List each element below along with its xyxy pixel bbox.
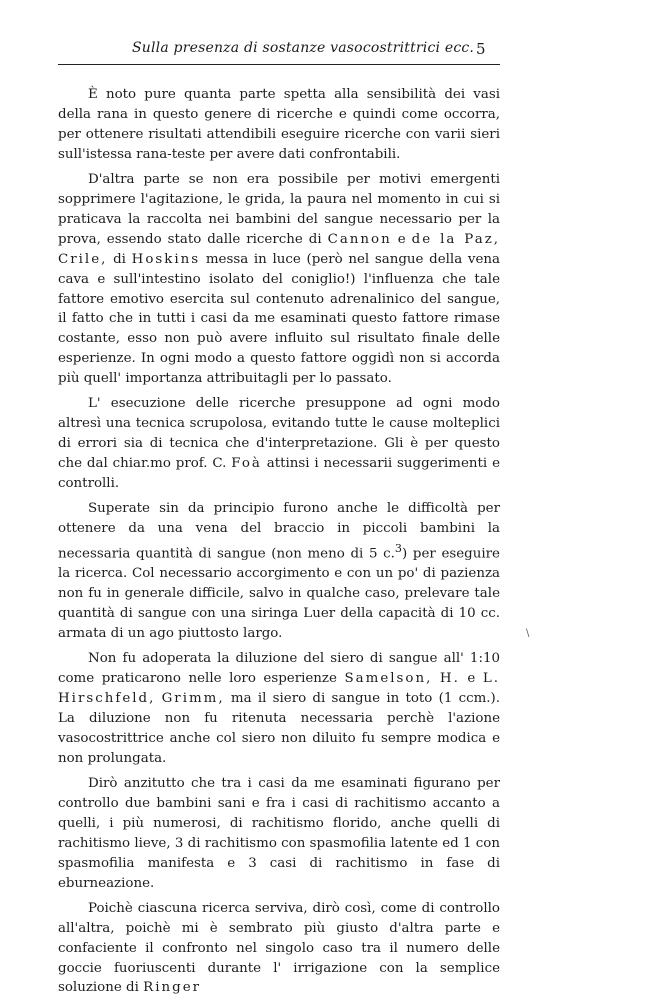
author-name: L. Hirschfeld,: [58, 671, 501, 707]
paragraph-5-text-c: ma il siero di sangue in toto (1 ccm.). La diluzione non fu ritenuta necessaria perchè l'azione vasocostrittrice anche col siero non diluito fu sempre modica e non prolungata.: [58, 691, 501, 766]
paragraph-7: [58, 899, 500, 999]
author-name: Cannon: [327, 231, 392, 247]
paragraph-6: Dirò anzitutto che tra i casi da me esaminati figurano per controllo due bambini sani e fra i casi di rachitismo accanto a quelli, i più numerosi, di rachitismo florido, anche quelli di rachitismo lieve, 3 di rachitismo con spasmofilia latente ed 1 con spasmofilia manifesta e 3 casi di rachitismo in fase di eburneazione.: [58, 775, 500, 891]
paragraph-3-text-a: L' esecuzione delle ricerche presuppone ad ogni modo altresì una tecnica scrupolosa, evitando tutte le cause molteplici di errori sia di tecnica che d'interpretazione. Gli è per questo che dal chiar.mo prof. C.: [58, 396, 500, 472]
page-number: 5: [476, 40, 486, 58]
paragraph-5-text-b: e: [467, 671, 476, 687]
superscript-3: 3: [394, 541, 403, 555]
paragraph-7-text-a: Poichè ciascuna ricerca serviva, dirò così, come di controllo all'altra, poichè mi è sembrato più giusto d'altra parte e confaciente il confronto nel singolo caso tra il numero delle goccie fuoriuscenti durante l' irrigazione con la semplice soluzione di: [58, 900, 500, 996]
paragraph-2-text-b: e: [397, 231, 406, 247]
author-name: Ringer: [143, 980, 202, 996]
paragraph-2: [58, 170, 500, 389]
paragraph-3-text-b: attinsi i necessarii suggerimenti e controlli.: [58, 456, 500, 492]
author-initial: H.: [439, 671, 460, 687]
page-header: [58, 40, 500, 62]
paragraph-4: [58, 499, 500, 644]
paragraph-4-text-a: Superate sin da principio furono anche le difficoltà per ottenere da una vena del braccio in piccoli bambini la necessaria quantità di sangue (non meno di 5 c.: [58, 501, 500, 562]
paragraph-3: [58, 394, 500, 494]
paragraph-2-text-a: D'altra parte se non era possibile per motivi emergenti sopprimere l'agitazione, le grida, la paura nel momento in cui si praticava la raccolta nei bambini del sangue necessario per la prova, essendo stato dalle ricerche di: [58, 171, 500, 247]
paragraph-5-text-a: Non fu adoperata la diluzione del siero di sangue all' 1:10 come praticarono nelle loro esperienze: [58, 651, 500, 687]
author-name: de la Paz,: [411, 231, 501, 247]
margin-mark: \: [526, 628, 530, 639]
author-name: Grimm,: [161, 691, 225, 707]
paragraph-1: È noto pure quanta parte spetta alla sensibilità dei vasi della rana in questo genere di ricerche e quindi come occorra, per ottenere risultati attendibili eseguire ricerche con varii sieri sull'istessa rana-teste per avere dati confrontabili.: [58, 87, 500, 162]
author-name: Hoskins: [131, 251, 201, 267]
running-title: Sulla presenza di sostanze vasocostrittrici ecc.: [132, 40, 475, 56]
paragraph-2-text-c: di: [113, 251, 126, 267]
author-name: Crile,: [58, 251, 108, 267]
author-name: Foà: [231, 456, 262, 472]
paragraph-4-text-b: ) per eseguire la ricerca. Col necessario accorgimento e con un po' di pazienza non fu in generale difficile, salvo in qualche caso, prelevare tale quantità di sangue con una siringa Luer della capacità di 10 cc. armata di un ago piuttosto largo.: [58, 546, 500, 642]
body-text: [58, 85, 500, 1003]
header-rule: [58, 64, 500, 65]
author-name: Samelson,: [344, 671, 433, 687]
paragraph-2-text-d: messa in luce (però nel sangue della vena cava e sull'intestino isolato del coniglio!) l'influenza che tale fattore emotivo esercita sul contenuto adrenalinico del sangue, il fatto che in tutti i casi da me esaminati questo fattore rimase costante, esso non può avere influito sul risultato finale delle esperienze. In ogni modo a questo fattore oggidì non si accorda più quell' importanza attribuitagli per lo passato.: [58, 251, 500, 387]
paragraph-5: [58, 649, 500, 769]
